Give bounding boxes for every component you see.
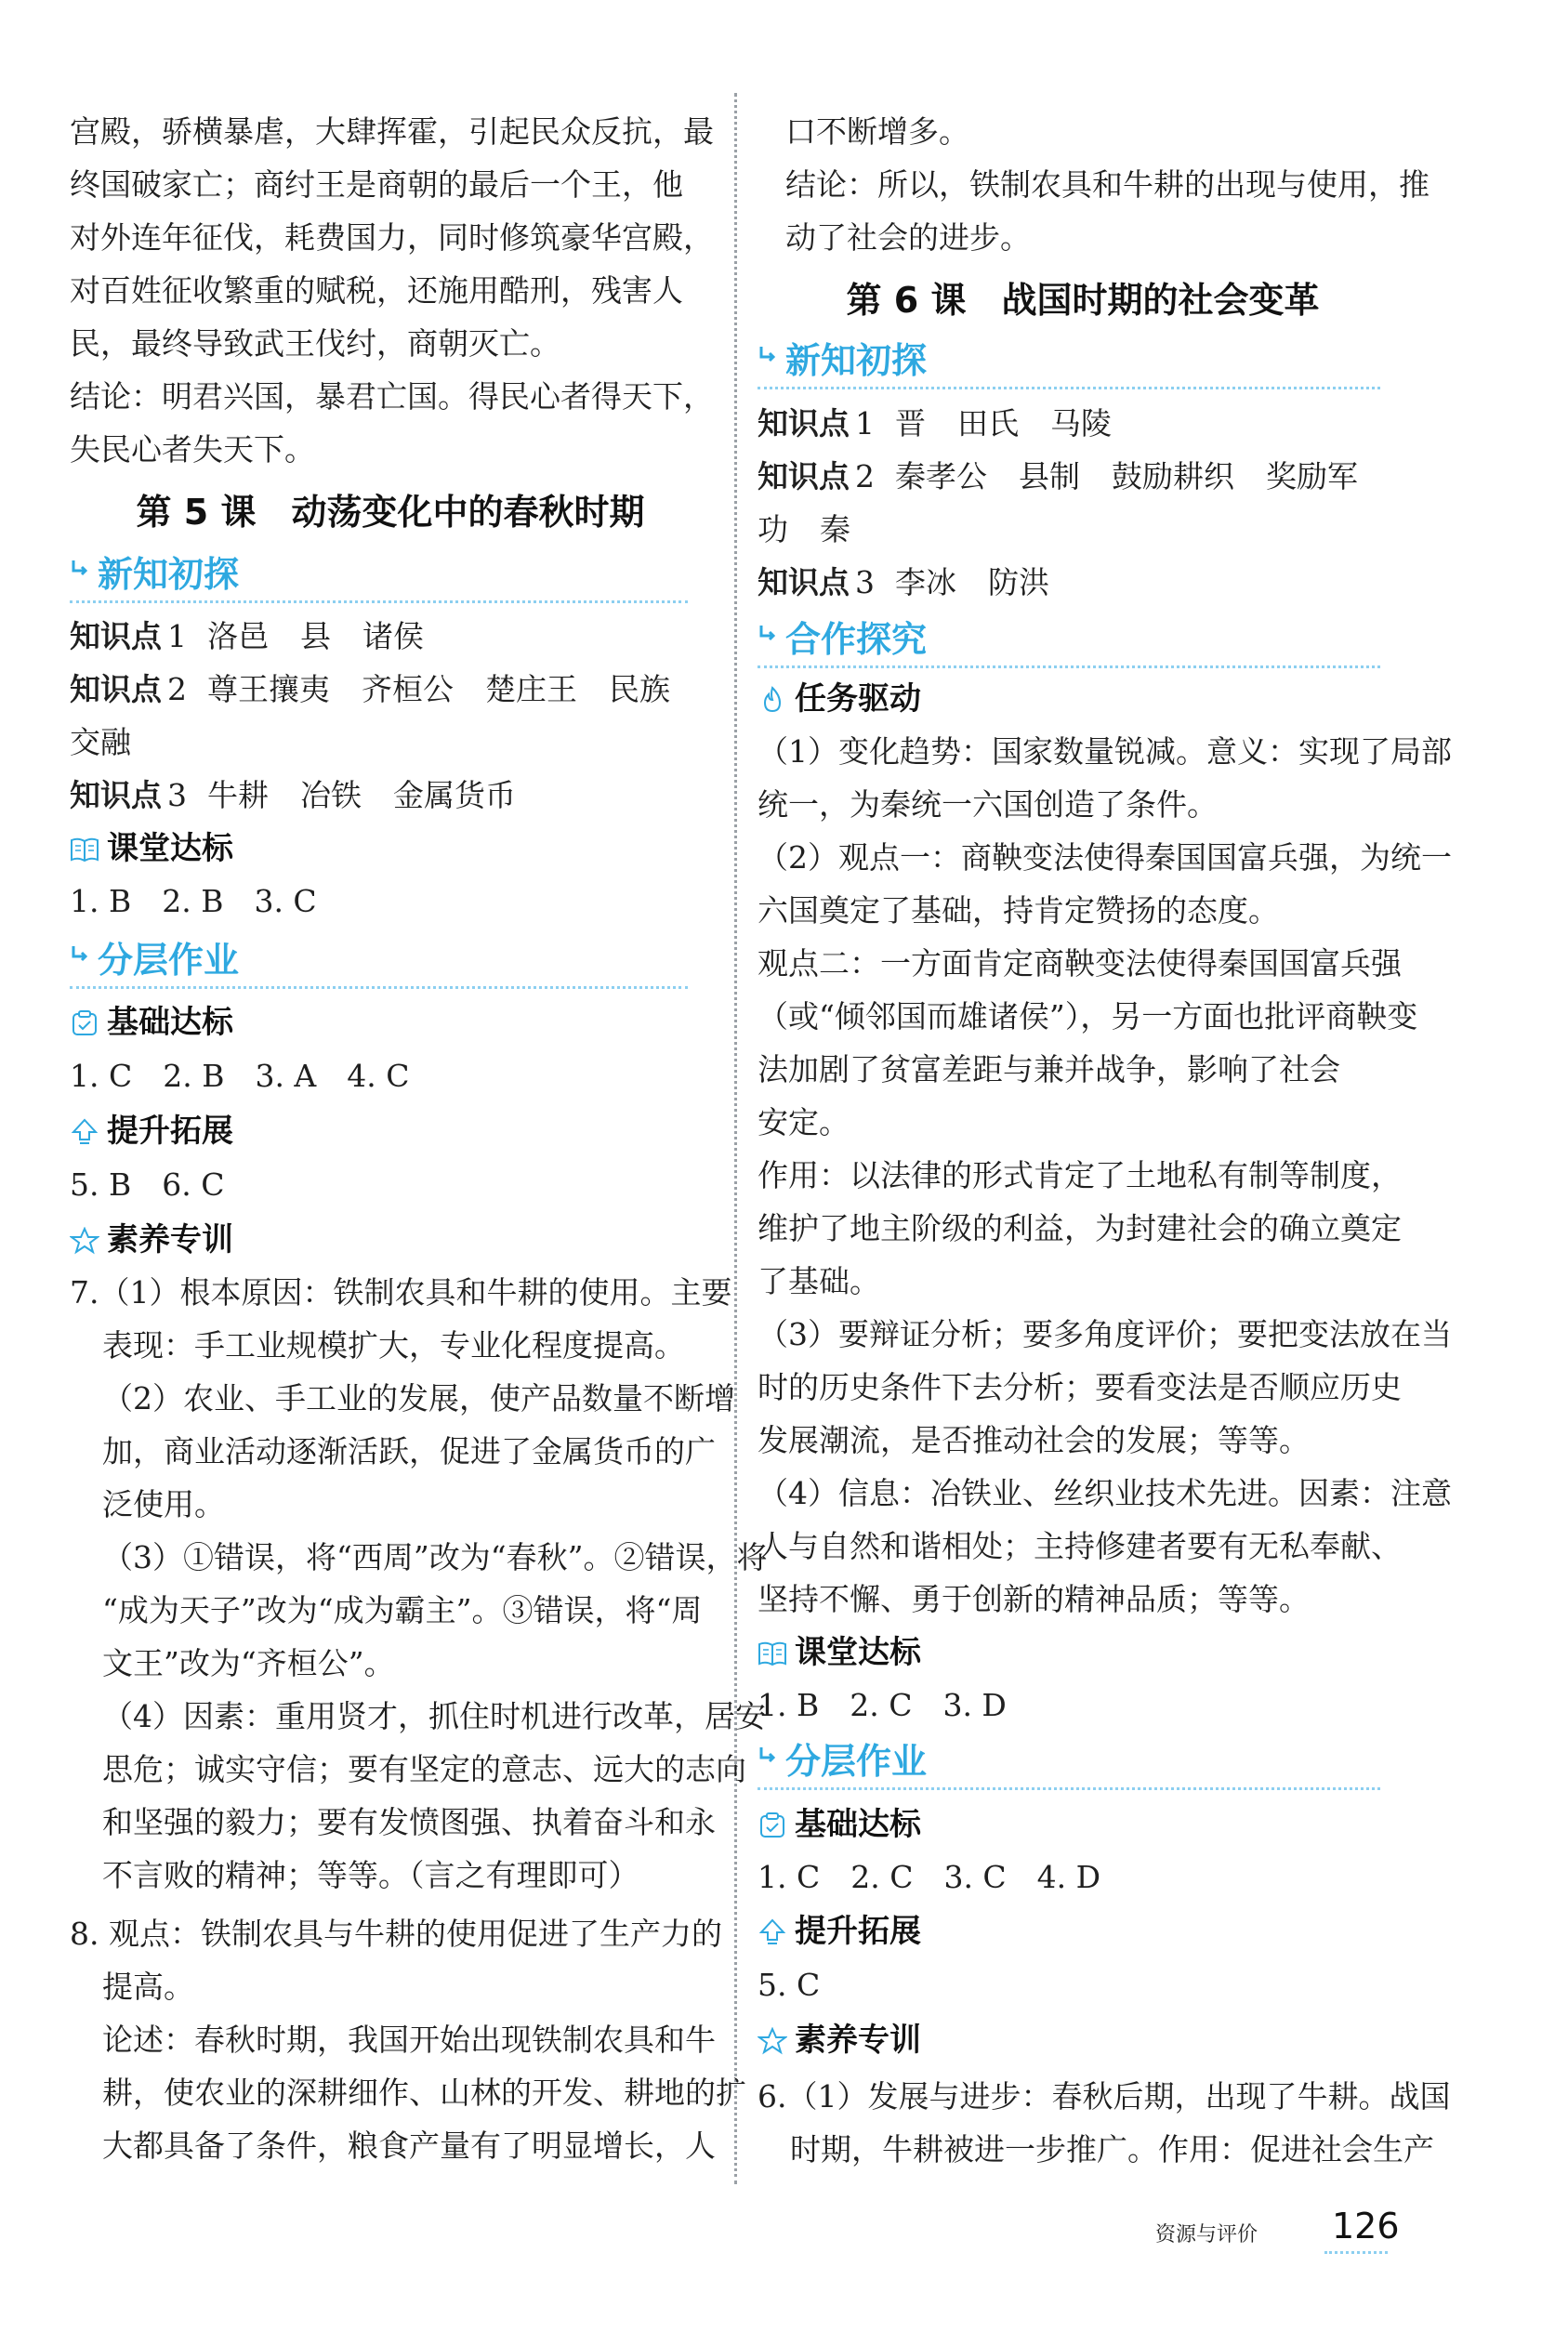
text-line: 大都具备了条件，粮食产量有了明显增长，人 [102,2128,716,2164]
answer-line: 5. B 6. C [70,1166,225,1203]
text-line: 加，商业活动逐渐活跃，促进了金属货币的广 [102,1433,716,1469]
kp-label: 知识点 [70,618,162,654]
kp-item: 洛邑 [207,618,269,654]
text-line: （1）变化趋势：国家数量锐减。意义：实现了局部 [758,733,1452,770]
subsection-title: 提升拓展 [107,1113,233,1150]
text-line: 六国奠定了基础，持肯定赞扬的态度。 [758,892,1279,929]
subsection-title: 基础达标 [107,1004,233,1041]
text-line: 结论：明君兴国，暴君亡国。得民心者得天下， [70,378,714,415]
text-line: 文王”改为“齐桓公”。 [102,1645,395,1681]
subsection-title: 素养专训 [795,2022,921,2059]
text-line: （4）因素：重用贤才，抓住时机进行改革，居安 [102,1698,766,1734]
knowledge-point-3 [70,769,711,822]
section-header-homework [70,934,688,989]
text-line: 提高。 [102,1969,194,2005]
text-line: 时期，牛耕被进一步推广。作用：促进社会生产 [790,2131,1434,2167]
text-line: 观点二：一方面肯定商鞅变法使得秦国国富兵强 [758,945,1402,981]
text-line: 法加剧了贫富差距与兼并战争，影响了社会 [758,1051,1340,1087]
section-header-new [758,335,1380,389]
kp-item: 民族 [609,671,670,707]
kp-item: 奖励军 [1266,458,1358,494]
lesson-title: 第 5 课 动荡变化中的春秋时期 [136,492,645,533]
kp-item: 李冰 [895,564,956,600]
kp-item: 牛耕 [207,777,269,813]
kp-label: 知识点 [70,777,162,813]
section-title: 新知初探 [785,340,928,381]
section-header-new [70,548,688,603]
kp-item: 金属货币 [393,777,516,813]
text-line: 民，最终导致武王伐纣，商朝灭亡。 [70,325,560,362]
column-divider [734,93,737,2184]
text-line: 和坚强的毅力；要有发愤图强、执着奋斗和永 [102,1804,716,1840]
kp-continuation: 交融 [70,724,131,760]
section-title: 分层作业 [98,940,240,981]
text-line: 6.（1）发展与进步：春秋后期，出现了牛耕。战国 [758,2078,1451,2114]
answer-line: 1. C 2. C 3. C 4. D [758,1859,1101,1895]
text-line: 7.（1）根本原因：铁制农具和牛耕的使用。主要 [70,1274,732,1311]
section-title: 新知初探 [98,554,240,595]
text-line: 思危；诚实守信；要有坚定的意志、远大的志向 [102,1751,746,1787]
text-line: 口不断增多。 [785,113,969,150]
text-line: （2）农业、手工业的发展，使产品数量不断增 [102,1380,735,1416]
star-icon [70,1227,99,1255]
page-number-underline [1324,2251,1388,2254]
subsection-title: 任务驱动 [795,680,921,718]
flame-icon [758,686,787,714]
open-book-icon [70,836,99,863]
text-line: （2）观点一：商鞅变法使得秦国国富兵强，为统一 [758,839,1452,876]
kp-item: 齐桓公 [362,671,454,707]
text-line: 作用：以法律的形式肯定了土地私有制等制度， [758,1157,1402,1193]
text-line: 宫殿，骄横暴虐，大肆挥霍，引起民众反抗，最 [70,113,714,150]
text-line: （或“倾邻国而雄诸侯”），另一方面也批评商鞅变 [758,998,1418,1034]
footer-label: 资源与评价 [1155,2223,1258,2246]
kp-item: 防洪 [988,564,1049,600]
kp-item: 县 [300,618,331,654]
text-line: 论述：春秋时期，我国开始出现铁制农具和牛 [102,2022,716,2058]
kp-item: 诸侯 [362,618,424,654]
text-line: 坚持不懈、勇于创新的精神品质；等等。 [758,1581,1310,1617]
subsection-title: 课堂达标 [795,1634,921,1671]
knowledge-point-2 [758,450,1408,503]
kp-number: 1 [167,618,187,654]
kp-number: 3 [855,564,875,600]
text-line: 耕，使农业的深耕细作、山林的开发、耕地的扩 [102,2075,746,2111]
kp-item: 田氏 [957,405,1019,441]
text-line: 了基础。 [758,1263,880,1299]
kp-item: 尊王攘夷 [207,671,330,707]
text-line: （3）要辩证分析；要多角度评价；要把变法放在当 [758,1316,1452,1352]
kp-item: 冶铁 [300,777,362,813]
kp-number: 2 [855,458,875,494]
kp-number: 1 [855,405,875,441]
kp-item: 楚庄王 [485,671,577,707]
kp-label: 知识点 [758,564,850,600]
text-line: 表现：手工业规模扩大，专业化程度提高。 [102,1327,685,1364]
text-line: 安定。 [758,1104,850,1140]
text-line: 对外连年征伐，耗费国力，同时修筑豪华宫殿， [70,219,714,256]
section-header-homework [758,1735,1380,1790]
kp-item: 县制 [1019,458,1080,494]
text-line: （3）①错误，将“西周”改为“春秋”。②错误，将 [102,1539,768,1575]
section-title: 分层作业 [785,1741,928,1782]
text-line: 动了社会的进步。 [785,219,1031,256]
subsection-title: 课堂达标 [107,830,233,867]
knowledge-point-1 [70,610,711,663]
kp-number: 2 [167,671,187,707]
section-marker-icon [758,344,780,366]
kp-item: 马陵 [1050,405,1112,441]
answer-line: 1. B 2. B 3. C [70,883,317,919]
page-number: 126 [1332,2206,1400,2246]
answer-line: 1. C 2. B 3. A 4. C [70,1058,410,1094]
kp-item: 鼓励耕织 [1112,458,1234,494]
clipboard-check-icon [758,1811,787,1839]
text-line: “成为天子”改为“成为霸主”。③错误，将“周 [102,1592,703,1628]
section-marker-icon [758,623,780,645]
text-line: 8. 观点：铁制农具与牛耕的使用促进了生产力的 [70,1916,722,1952]
kp-label: 知识点 [758,405,850,441]
subsection-title: 素养专训 [107,1221,233,1258]
text-line: 失民心者失天下。 [70,431,315,468]
subsection-title: 基础达标 [795,1806,921,1843]
kp-item: 秦孝公 [895,458,987,494]
section-marker-icon [758,1745,780,1767]
section-marker-icon [70,558,92,580]
open-book-icon [758,1640,787,1667]
text-line: 泛使用。 [102,1486,225,1522]
text-line: 对百姓征收繁重的赋税，还施用酷刑，残害人 [70,272,683,309]
section-header-coop [758,613,1380,668]
kp-item: 功 [758,511,788,547]
text-line: 人与自然和谐相处；主持修建者要有无私奉献、 [758,1528,1402,1564]
answer-line: 5. C [758,1967,821,2003]
section-title: 合作探究 [785,619,928,660]
subsection-title: 提升拓展 [795,1913,921,1950]
knowledge-point-3 [758,556,1408,609]
text-line: 统一，为秦统一六国创造了条件。 [758,786,1218,823]
kp-item: 晋 [895,405,926,441]
lesson-title: 第 6 课 战国时期的社会变革 [846,280,1320,321]
arrow-up-icon [70,1118,99,1146]
kp-item: 秦 [820,511,850,547]
kp-continuation [758,503,1408,556]
text-line: 不言败的精神；等等。（言之有理即可） [102,1857,639,1893]
kp-label: 知识点 [70,671,162,707]
text-line: 终国破家亡；商纣王是商朝的最后一个王，他 [70,166,683,203]
section-marker-icon [70,943,92,966]
text-line: 结论：所以，铁制农具和牛耕的出现与使用，推 [785,166,1430,203]
answer-line: 1. B 2. C 3. D [758,1687,1007,1723]
clipboard-check-icon [70,1009,99,1037]
text-line: 维护了地主阶级的利益，为封建社会的确立奠定 [758,1210,1402,1246]
text-line: 发展潮流，是否推动社会的发展；等等。 [758,1422,1310,1458]
kp-label: 知识点 [758,458,850,494]
text-line: （4）信息：冶铁业、丝织业技术先进。因素：注意 [758,1475,1452,1511]
arrow-up-icon [758,1918,787,1946]
text-line: 时的历史条件下去分析；要看变法是否顺应历史 [758,1369,1402,1405]
kp-number: 3 [167,777,187,813]
star-icon [758,2027,787,2055]
knowledge-point-2 [70,663,711,716]
knowledge-point-1 [758,397,1408,450]
